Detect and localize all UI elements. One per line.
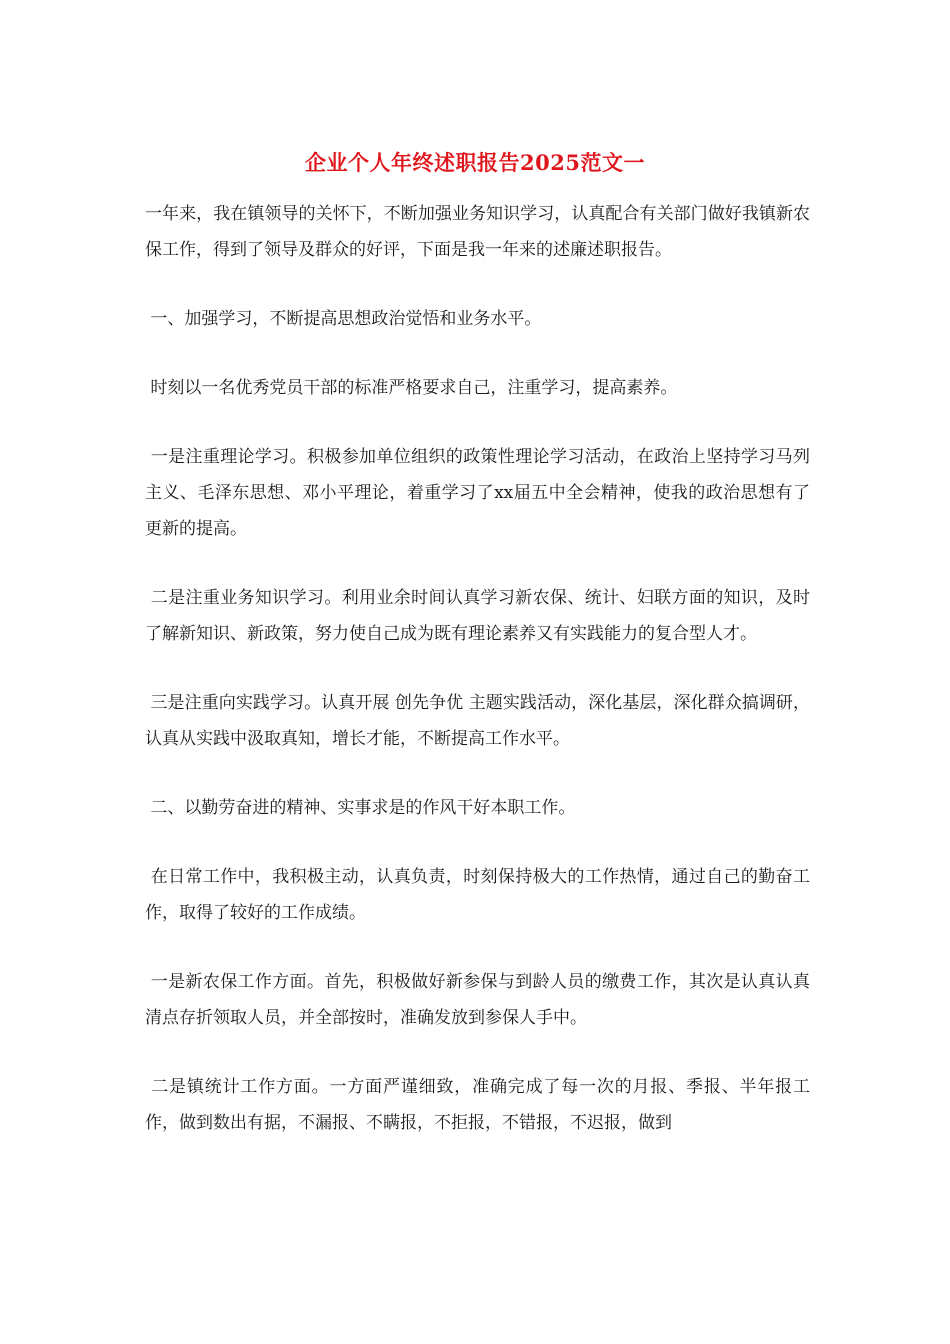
- document-body: [145, 196, 810, 1174]
- paragraph-section-heading-2: 二、以勤劳奋进的精神、实事求是的作风干好本职工作。: [145, 798, 576, 818]
- paragraph: 在日常工作中，我积极主动，认真负责，时刻保持极大的工作热情，通过自己的勤奋工作，取得了较好的工作成绩。: [145, 867, 810, 923]
- paragraph-intro: 一年来，我在镇领导的关怀下，不断加强业务知识学习，认真配合有关部门做好我镇新农保工作，得到了领导及群众的好评，下面是我一年来的述廉述职报告。: [145, 204, 810, 260]
- paragraph: 一是新农保工作方面。首先，积极做好新参保与到龄人员的缴费工作，其次是认真认真清点存折领取人员，并全部按时，准确发放到参保人手中。: [145, 972, 810, 1028]
- paragraph: 三是注重向实践学习。认真开展 创先争优 主题实践活动，深化基层，深化群众搞调研，认真从实践中汲取真知，增长才能，不断提高工作水平。: [145, 693, 811, 749]
- paragraph-section-heading-1: 一、加强学习，不断提高思想政治觉悟和业务水平。: [145, 309, 542, 329]
- paragraph: 一是注重理论学习。积极参加单位组织的政策性理论学习活动，在政治上坚持学习马列主义、毛泽东思想、邓小平理论，着重学习了xx届五中全会精神，使我的政治思想有了更新的提高。: [145, 447, 810, 539]
- document-title: 企业个人年终述职报告2025范文一: [305, 150, 645, 175]
- paragraph: 时刻以一名优秀党员干部的标准严格要求自己，注重学习，提高素养。: [145, 378, 678, 398]
- paragraph: 二是镇统计工作方面。一方面严谨细致，准确完成了每一次的月报、季报、半年报工作，做到数出有据，不漏报、不瞒报，不拒报，不错报，不迟报，做到: [145, 1077, 810, 1133]
- paragraph: 二是注重业务知识学习。利用业余时间认真学习新农保、统计、妇联方面的知识，及时了解新知识、新政策，努力使自己成为既有理论素养又有实践能力的复合型人才。: [145, 588, 810, 644]
